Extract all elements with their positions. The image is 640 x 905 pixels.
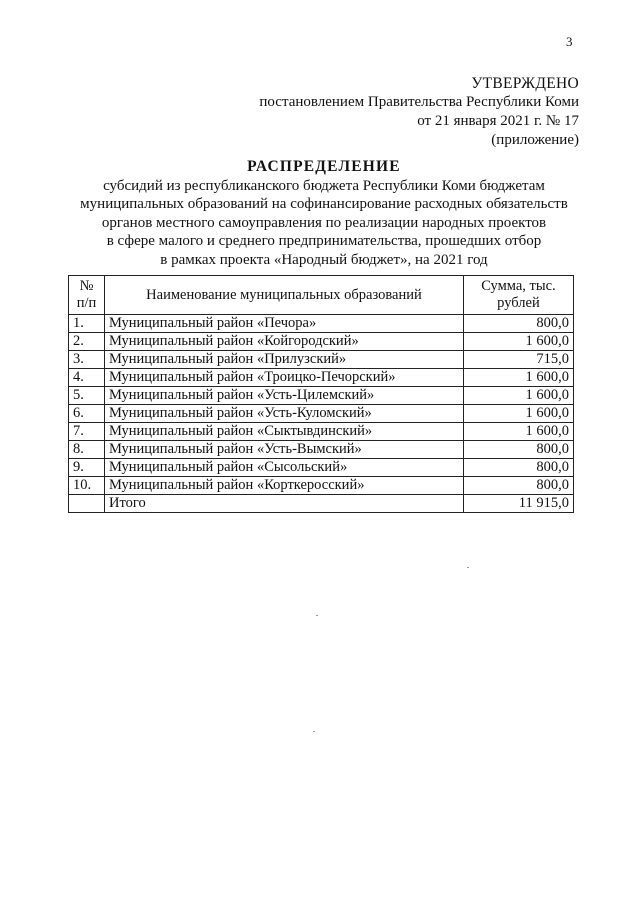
row-number: 2.	[69, 333, 105, 351]
row-sum: 800,0	[463, 459, 573, 477]
approval-decree: постановлением Правительства Республики Коми	[259, 94, 579, 110]
page-number: 3	[566, 34, 573, 49]
row-number: 6.	[69, 405, 105, 423]
scan-speck	[467, 567, 469, 568]
total-label: Итого	[104, 495, 463, 513]
subtitle-line: органов местного самоуправления по реализации народных проектов	[101, 214, 547, 231]
subtitle-line: муниципальных образований на софинансирование расходных обязательств	[80, 196, 568, 212]
table-row	[69, 405, 574, 423]
row-number: 4.	[69, 369, 105, 387]
row-name: Муниципальный район «Сысольский»	[104, 459, 463, 477]
row-name: Муниципальный район «Усть-Вымский»	[104, 441, 463, 459]
row-sum: 1 600,0	[463, 333, 573, 351]
table-row	[69, 423, 574, 441]
row-sum: 1 600,0	[463, 369, 573, 387]
table-row	[69, 369, 574, 387]
subtitle-line: в сфере малого и среднего предпринимательства, прошедших отбор	[106, 233, 542, 249]
table-row	[69, 477, 574, 495]
row-sum: 800,0	[463, 477, 573, 495]
header-name: Наименование муниципальных образований	[104, 276, 463, 315]
header-number	[69, 276, 105, 315]
table-row	[69, 315, 574, 333]
header-sum-line2: рублей	[497, 295, 540, 311]
row-name: Муниципальный район «Троицко-Печорский»	[104, 369, 463, 387]
row-sum: 715,0	[463, 351, 573, 369]
table-row	[69, 459, 574, 477]
scan-speck	[316, 615, 318, 616]
scan-speck	[313, 731, 315, 732]
row-name: Муниципальный район «Корткеросский»	[104, 477, 463, 495]
row-number: 3.	[69, 351, 105, 369]
row-name: Муниципальный район «Усть-Цилемский»	[104, 387, 463, 405]
approval-date: от 21 января 2021 г. № 17	[417, 113, 579, 129]
approved-label: УТВЕРЖДЕНО	[471, 75, 579, 92]
header-number-symbol: №	[79, 278, 94, 294]
distribution-table	[68, 275, 574, 513]
document-title: РАСПРЕДЕЛЕНИЕ	[247, 158, 401, 175]
row-sum: 1 600,0	[463, 387, 573, 405]
table-row	[69, 351, 574, 369]
table-row	[69, 333, 574, 351]
row-number: 10.	[69, 477, 105, 495]
row-sum: 800,0	[463, 441, 573, 459]
subtitle-line: субсидий из республиканского бюджета Республики Коми бюджетам	[103, 177, 545, 194]
table-header-row	[69, 276, 574, 315]
row-sum: 800,0	[463, 315, 573, 333]
row-sum: 1 600,0	[463, 423, 573, 441]
header-sum-line1: Сумма, тыс.	[481, 278, 556, 294]
subtitle-line: в рамках проекта «Народный бюджет», на 2021 год	[160, 251, 488, 268]
approval-appendix: (приложение)	[491, 132, 579, 148]
header-sum	[463, 276, 573, 315]
row-number: 1.	[69, 315, 105, 333]
row-name: Муниципальный район «Усть-Куломский»	[104, 405, 463, 423]
header-number-abbrev: п/п	[76, 295, 97, 311]
total-sum: 11 915,0	[463, 495, 573, 513]
row-name: Муниципальный район «Койгородский»	[104, 333, 463, 351]
table-total-row	[69, 495, 574, 513]
total-number-cell	[69, 495, 105, 513]
row-name: Муниципальный район «Прилузский»	[104, 351, 463, 369]
approval-stamp	[259, 74, 579, 150]
row-name: Муниципальный район «Печора»	[104, 315, 463, 333]
row-name: Муниципальный район «Сыктывдинский»	[104, 423, 463, 441]
row-sum: 1 600,0	[463, 405, 573, 423]
row-number: 8.	[69, 441, 105, 459]
table-row	[69, 441, 574, 459]
document-heading	[60, 158, 588, 269]
row-number: 5.	[69, 387, 105, 405]
row-number: 9.	[69, 459, 105, 477]
row-number: 7.	[69, 423, 105, 441]
table-row	[69, 387, 574, 405]
